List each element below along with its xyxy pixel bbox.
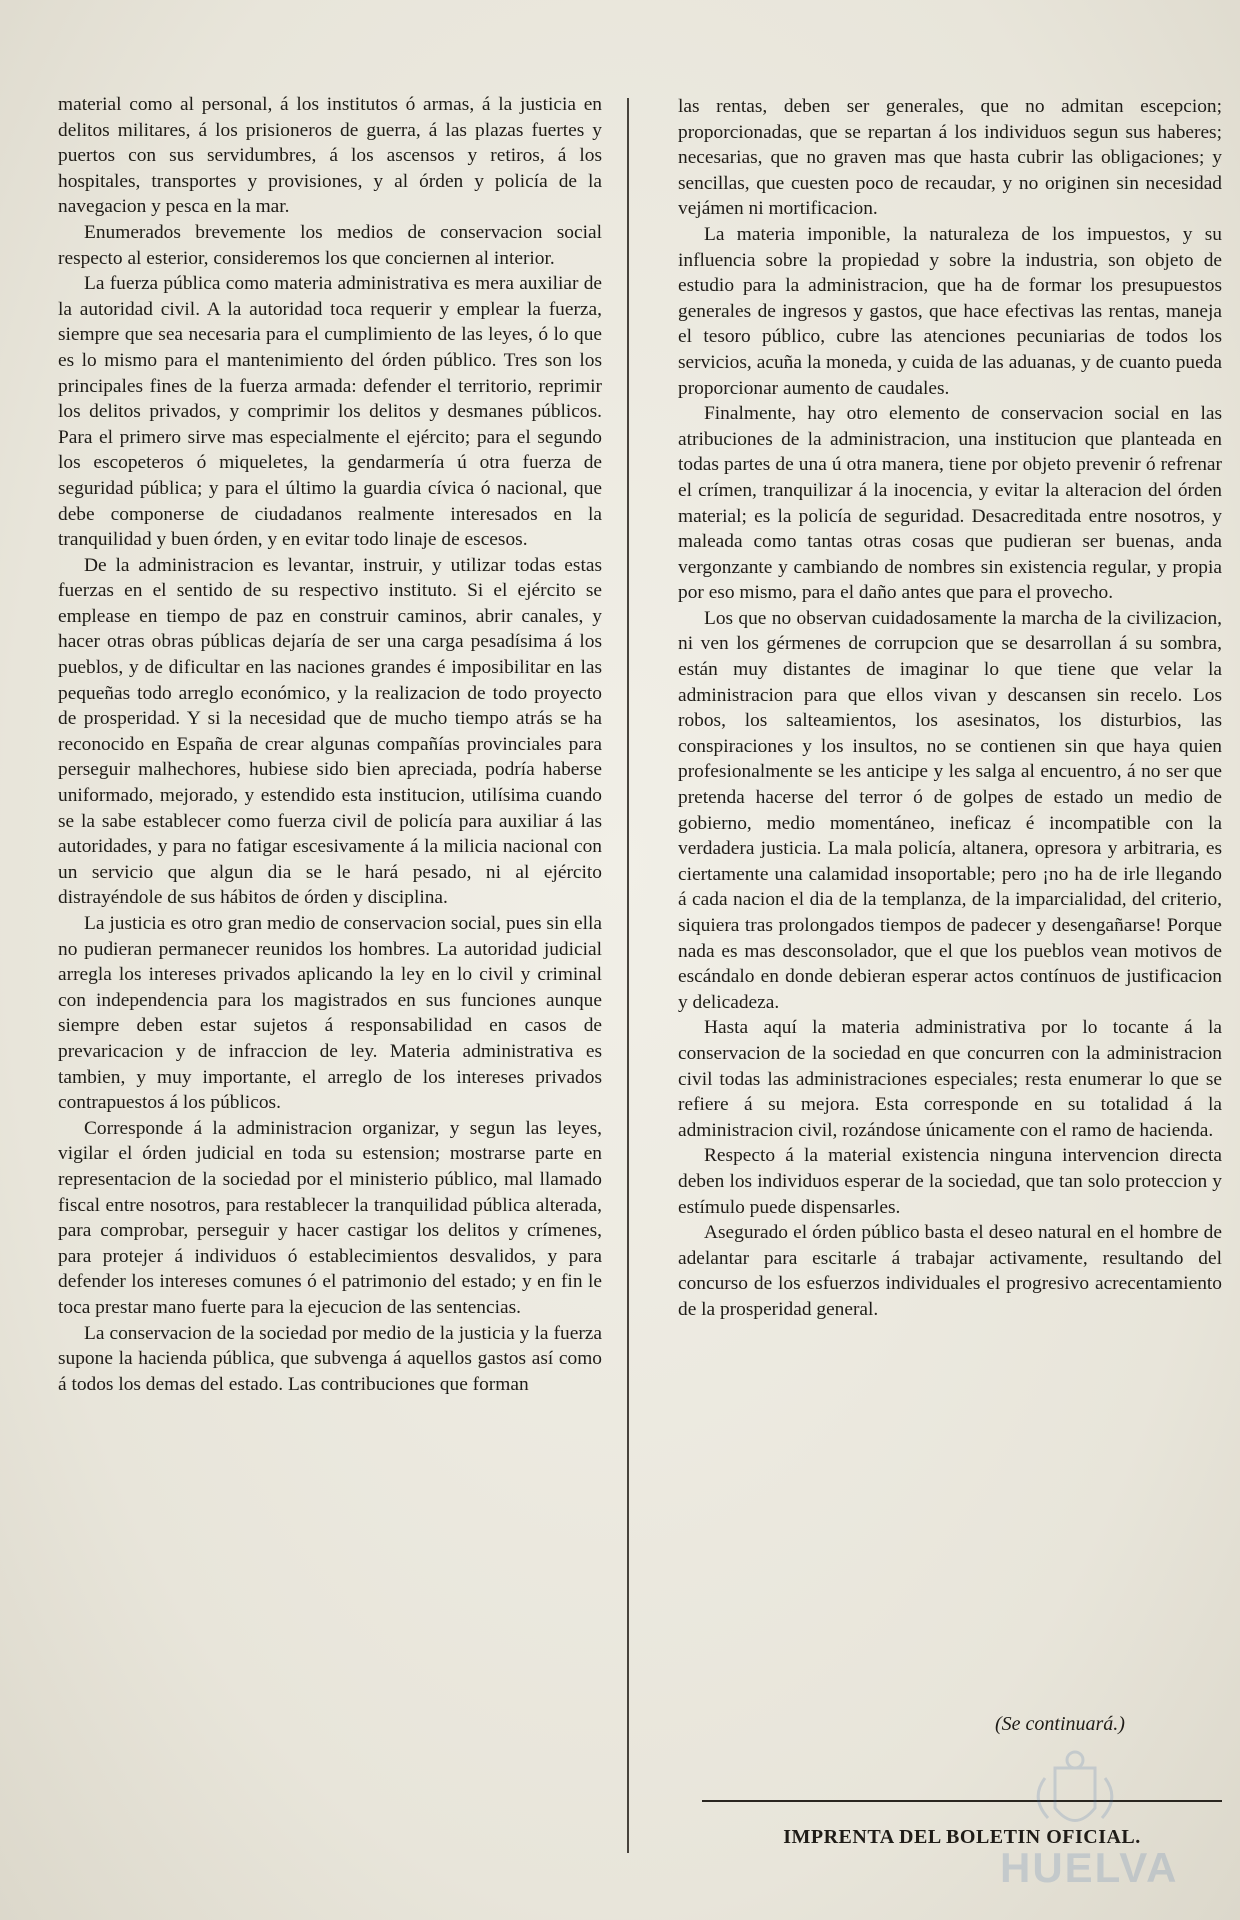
paragraph: las rentas, deben ser generales, que no admitan escepcion; proporcionadas, que se repartan á los individuos segun sus haberes; necesarias, que no graven mas que hasta cubrir las obligaciones; y sencillas, que cuesten poco de recaudar, y no originen sin necesidad vejámen ni mortificacion.: [678, 96, 1222, 220]
paragraph: La justicia es otro gran medio de conservacion social, pues sin ella no pudieran permanecer reunidos los hombres. La autoridad judicial arregla los intereses privados aplicando la ley en lo civil y criminal con independencia para los magistrados en sus funciones aunque siempre deben estar sujetos á responsabilidad en casos de prevaricacion y de infraccion de ley. Materia administrativa es tambien, y muy importante, el arreglo de los intereses privados contrapuestos á los públicos.: [58, 913, 602, 1114]
paragraph: Los que no observan cuidadosamente la marcha de la civilizacion, ni ven los gérmenes de corrupcion que se desarrollan á su sombra, están muy distantes de imaginar lo que tiene que velar la administracion para que ellos vivan y descansen sin recelo. Los robos, los salteamientos, los asesinatos, los disturbios, las conspiraciones y los insultos, no se contienen sin que haya quien profesionalmente se les anticipe y les salga al encuentro, á no ser que pretenda hacerse del terror ó de golpes de estado un medio de gobierno, medio momentáneo, ineficaz é incompatible con la verdadera justicia. La mala policía, altanera, opresora y arbitraria, es ciertamente una calamidad insoportable; pero ¡no ha de irle llegando á cada nacion el dia de la templanza, de la imparcialidad, del criterio, siquiera tras prolongados tiempos de padecer y desengañarse! Porque nada es mas desconsolador, que el que los pueblos vean motivos de escándalo en donde debieran esperar actos contínuos de justificacion y delicadeza.: [678, 607, 1222, 1013]
continuation-note: (Se continuará.): [995, 1713, 1125, 1735]
paragraph: material como al personal, á los institutos ó armas, á la justicia en delitos militares, á los prisioneros de guerra, á las plazas fuertes y puertos con sus servidumbres, á los ascensos y retiros, á los hospitales, transportes y provisiones, y al órden y policía de la navegacion y pesca en la mar.: [58, 94, 602, 218]
paragraph: De la administracion es levantar, instruir, y utilizar todas estas fuerzas en el sentido de su respectivo instituto. Si el ejército se emplease en tiempo de paz en construir caminos, abrir canales, y hacer otras obras públicas dejaría de ser una carga pesadísima á los pueblos, y de dificultar en las naciones grandes é imposibilitar en las pequeñas todo arreglo económico, y la realizacion de todo proyecto de prosperidad. Y si la necesidad que de mucho tiempo atrás se ha reconocido en España de crear algunas compañías provinciales para perseguir malhechores, hubiese sido bien apreciada, podría haberse uniformado, mejorado, y estendido esta institucion, utilísima cuando se la sabe establecer como fuerza civil de policía para auxiliar á las autoridades, y para no fatigar escesivamente á la milicia nacional con un servicio que algun dia se le hará pesado, ni al ejército distrayéndole de sus hábitos de órden y disciplina.: [58, 554, 602, 909]
paragraph: Corresponde á la administracion organizar, y segun las leyes, vigilar el órden judicial en toda su estension; mostrarse parte en representacion de la sociedad por el ministerio público, mal llamado fiscal entre nosotros, para restablecer la tranquilidad pública alterada, para comprobar, perseguir y hacer castigar los delitos y crímenes, para protejer á individuos ó establecimientos desvalidos, y para defender los intereses comunes ó el patrimonio del estado; y en fin le toca prestar mano fuerte para la ejecucion de las sentencias.: [58, 1117, 602, 1318]
coat-of-arms-icon: [960, 1748, 1190, 1848]
paragraph: La materia imponible, la naturaleza de los impuestos, y su influencia sobre la propiedad y sobre la industria, son objeto de estudio para la administracion, que ha de formar los presupuestos generales de ingresos y gastos, que hace efectivas las rentas, maneja el tesoro público, cubre las atenciones pecuniarias de todos los servicios, acuña la moneda, y cuida de las aduanas, y de cuanto pueda proporcionar aumento de caudales.: [678, 223, 1222, 399]
library-watermark: [960, 1748, 1190, 1898]
left-column: [58, 92, 602, 1397]
paragraph: Asegurado el órden público basta el deseo natural en el hombre de adelantar para escitarle á trabajar activamente, resultando del concurso de los esfuerzos individuales el progresivo acrecentamiento de la prosperidad general.: [678, 1222, 1222, 1320]
paragraph: Finalmente, hay otro elemento de conservacion social en las atribuciones de la administracion, una institucion que planteada en todas partes de una ú otra manera, tiene por objeto prevenir ó refrenar el crímen, tranquilizar á la inocencia, y evitar la alteracion del órden material; es la policía de seguridad. Desacreditada entre nosotros, y maleada como tantas otras cosas que pudieran ser buenas, anda vergonzante y cambiando de nombres sin existencia regular, y propia por eso mismo, para el daño antes que para el provecho.: [678, 403, 1222, 604]
printer-imprint: IMPRENTA DEL BOLETIN OFICIAL.: [783, 1826, 1141, 1848]
watermark-text: HUELVA: [1000, 1844, 1179, 1891]
paragraph: Enumerados brevemente los medios de conservacion social respecto al esterior, consideremos los que conciernen al interior.: [58, 221, 602, 269]
paragraph: Respecto á la material existencia ninguna intervencion directa deben los individuos esperar de la sociedad, que tan solo proteccion y estímulo puede dispensarles.: [678, 1145, 1222, 1218]
paragraph: La conservacion de la sociedad por medio de la justicia y la fuerza supone la hacienda pública, que subvenga á aquellos gastos así como á todos los demas del estado. Las contribuciones que forman: [58, 1322, 602, 1395]
paragraph: La fuerza pública como materia administrativa es mera auxiliar de la autoridad civil. A la autoridad toca requerir y emplear la fuerza, siempre que sea necesaria para el cumplimiento de las leyes, ó lo que es lo mismo para el mantenimiento del órden público. Tres son los principales fines de la fuerza armada: defender el territorio, reprimir los delitos privados, y comprimir los delitos y desmanes públicos. Para el primero sirve mas especialmente el ejército; para el segundo los escopeteros ó miqueletes, la gendarmería ú otra fuerza de seguridad pública; y para el último la guardia cívica ó nacional, que debe componerse de ciudadanos realmente interesados en la tranquilidad y buen órden, y en evitar todo linaje de escesos.: [58, 273, 602, 551]
column-divider: [627, 98, 629, 1853]
right-column: [678, 94, 1222, 1323]
paragraph: Hasta aquí la materia administrativa por lo tocante á la conservacion de la sociedad en que concurren con la administracion civil todas las administraciones especiales; resta enumerar lo que se refiere á su mejora. Esta corresponde en su totalidad á la administracion civil, rozándose únicamente con el ramo de hacienda.: [678, 1017, 1222, 1141]
